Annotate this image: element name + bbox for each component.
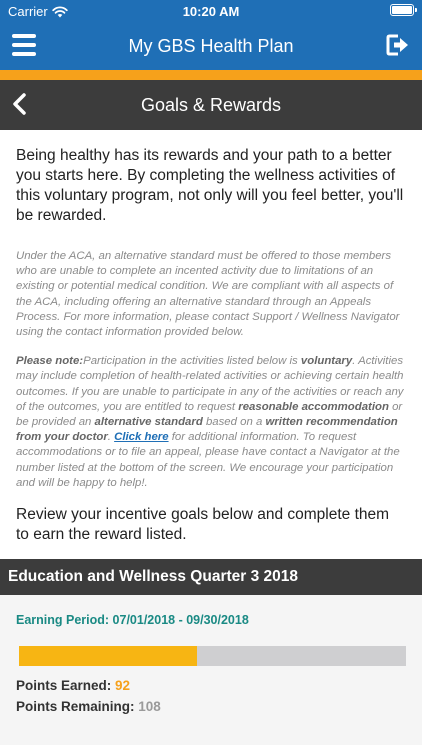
progress-fill	[19, 646, 197, 666]
note-text: based on a	[202, 416, 266, 429]
please-note	[16, 354, 406, 491]
note-text: Participation in the activities listed below is	[83, 355, 301, 368]
please-note-label: Please note:	[16, 355, 84, 368]
progress-bar	[19, 646, 406, 666]
app-header	[0, 22, 422, 70]
note-text: . Activities may include completion of health-related activities or achieving certain health outcomes. If you are unable to participate in any of the activities or reach any of the outcomes, you are entitled to request	[16, 355, 404, 413]
battery-icon	[390, 4, 414, 16]
note-text: or be provided an	[16, 400, 403, 429]
points-remaining-row	[16, 699, 406, 714]
page-title: Goals & Rewards	[140, 94, 282, 115]
back-chevron-icon[interactable]	[12, 93, 28, 115]
note-emphasis: voluntary	[300, 355, 353, 368]
review-text: Review your incentive goals below and complete them to earn the reward listed.	[16, 506, 390, 544]
status-bar	[0, 0, 422, 22]
note-emphasis: reasonable accommodation	[238, 400, 389, 413]
points-remaining-value: 108	[138, 699, 161, 715]
logout-icon[interactable]	[386, 34, 410, 56]
points-earned-value: 92	[115, 678, 131, 694]
goal-card	[0, 595, 422, 745]
carrier-label: Carrier	[8, 4, 48, 19]
app-title: My GBS Health Plan	[128, 35, 294, 56]
points-earned-row	[16, 678, 406, 693]
intro-text: Being healthy has its rewards and your path to a better you starts here. By completing the wellness activities of this voluntary program, not only will you feel better, you'll be rewarded.	[16, 147, 404, 224]
note-emphasis: alternative standard	[94, 416, 203, 429]
points-remaining-label: Points Remaining:	[16, 699, 135, 715]
goal-header[interactable]	[0, 559, 422, 595]
status-right	[390, 4, 414, 19]
section-header	[0, 80, 422, 130]
earning-period: Earning Period: 07/01/2018 - 09/30/2018	[16, 613, 249, 628]
aca-note: Under the ACA, an alternative standard must be offered to those members who are unable to complete an incented activity due to limitations of an existing or potential medical condition. We are compliant with all aspects of the ACA, including offering an alternative standard through an Appeals Process. For more information, please contact Support / Wellness Navigator using the contact information provided below.	[16, 250, 400, 339]
status-time: 10:20 AM	[182, 4, 240, 19]
note-text: .	[107, 431, 115, 444]
note-text: for additional information. To request accommodations or to file an appeal, please have contact a Navigator at the number listed at the bottom of the screen. We encourage your participation and will be happy to help!.	[16, 431, 400, 489]
goal-title: Education and Wellness Quarter 3 2018	[8, 568, 299, 586]
menu-icon[interactable]	[12, 34, 36, 56]
points-earned-label: Points Earned:	[16, 678, 112, 694]
accent-strip	[0, 70, 422, 80]
note-emphasis: written recommendation from your doctor	[16, 416, 398, 444]
main-content	[0, 146, 422, 545]
click-here-link[interactable]: Click here	[114, 431, 169, 444]
